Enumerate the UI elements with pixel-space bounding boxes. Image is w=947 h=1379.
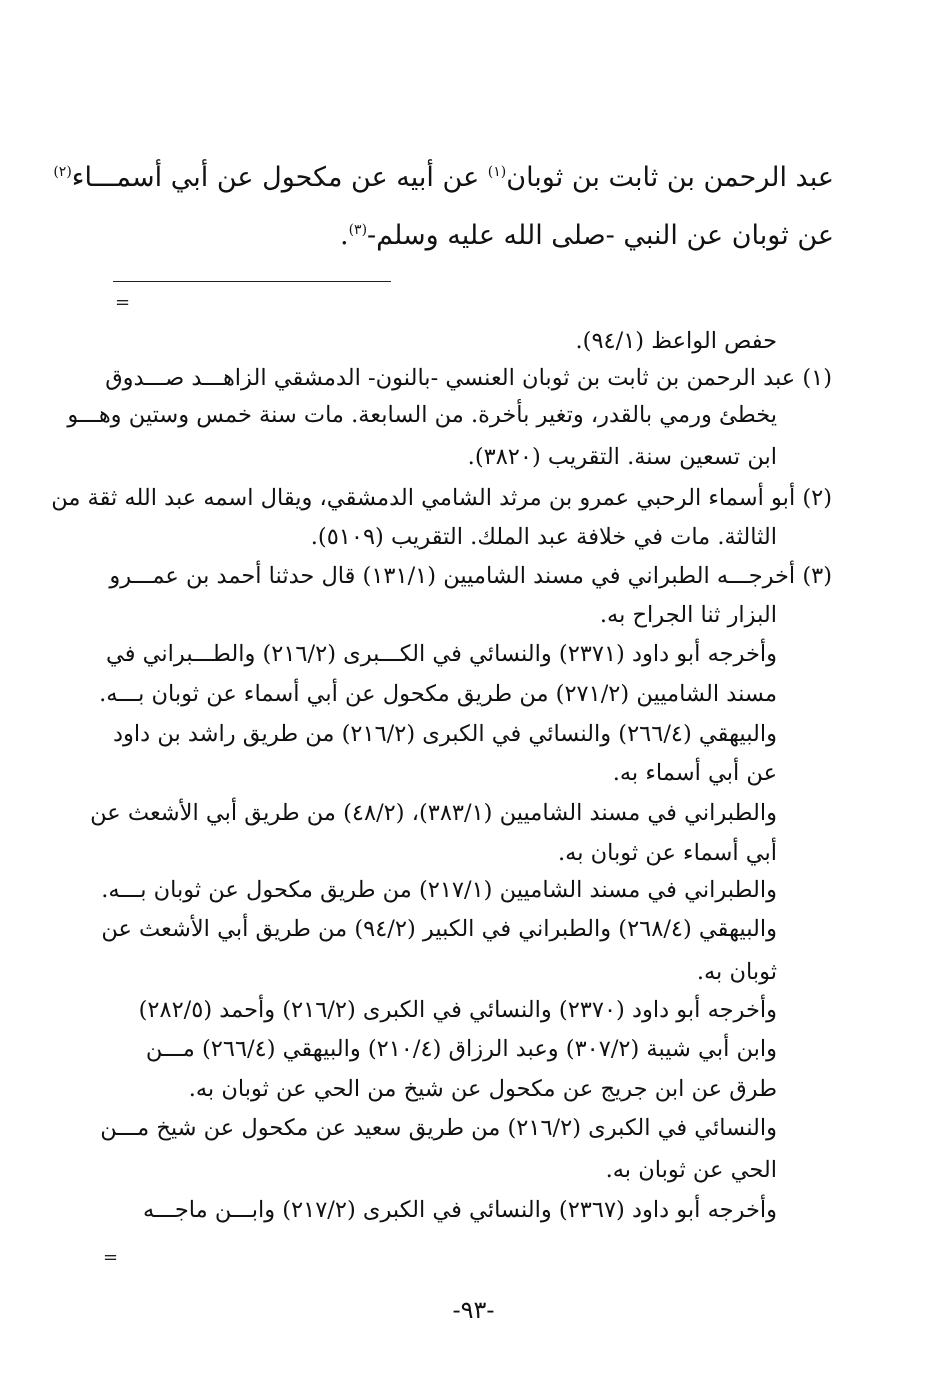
footnote-line: يخطئ ورمي بالقدر، وتغير بأخرة. من السابعة. مات سنة خمس وستين وهـــو	[67, 402, 777, 428]
footnote-line: (٢) أبو أسماء الرحبي عمرو بن مرثد الشامي الدمشقي، ويقال اسمه عبد الله ثقة من	[51, 485, 832, 511]
footnote-line: أبي أسماء عن ثوبان به.	[558, 840, 777, 866]
footnote-line: البزار ثنا الجراح به.	[599, 602, 777, 628]
footnote-line: حفص الواعظ (٩٤/١).	[575, 328, 777, 354]
footnote-line: طرق عن ابن جريج عن مكحول عن شيخ من الحي عن ثوبان به.	[188, 1076, 777, 1102]
footnote-line: والنسائي في الكبرى (٢١٦/٢) من طريق سعيد عن مكحول عن شيخ مـــن	[100, 1115, 777, 1141]
footnote-line: والطبراني في مسند الشاميين (٣٨٣/١)، (٤٨/٢) من طريق أبي الأشعث عن	[90, 800, 777, 826]
footnote-line: عن أبي أسماء به.	[612, 760, 777, 786]
footnote-line: الثالثة. مات في خلافة عبد الملك. التقريب (٥١٠٩).	[310, 524, 777, 550]
main-text-segment: عن ثوبان عن النبي -صلى الله عليه وسلم-	[367, 220, 834, 251]
footnote-line: ابن تسعين سنة. التقريب (٣٨٢٠).	[467, 444, 777, 470]
footnote-line: (٣) أخرجـــه الطبراني في مسند الشاميين (١٣١/١) قال حدثنا أحمد بن عمـــرو	[109, 563, 832, 589]
main-text-segment: .	[339, 220, 349, 251]
footnote-line: (١) عبد الرحمن بن ثابت بن ثوبان العنسي -بالنون- الدمشقي الزاهـــد صـــدوق	[105, 365, 832, 391]
continuation-mark-bottom: =	[103, 1247, 119, 1268]
main-text-segment: عن أبيه عن مكحول عن أبي أسمـــاء	[71, 162, 488, 193]
footnote-ref-2[interactable]: (٢)	[53, 164, 72, 180]
footnote-line: ثوبان به.	[696, 959, 777, 985]
main-text-line-1	[53, 162, 834, 193]
footnote-ref-3[interactable]: (٣)	[348, 222, 368, 238]
footnote-line: والبيهقي (٢٦٦/٤) والنسائي في الكبرى (٢١٦/٢) من طريق راشد بن داود	[113, 721, 777, 747]
continuation-mark-top: =	[115, 292, 131, 313]
main-text-segment: عبد الرحمن بن ثابت بن ثوبان	[506, 162, 834, 193]
footnote-line: مسند الشاميين (٢٧١/٢) من طريق مكحول عن أبي أسماء عن ثوبان بـــه.	[99, 681, 777, 707]
main-text-line-2	[112, 220, 834, 251]
footnote-line: وأخرجه أبو داود (٢٣٧١) والنسائي في الكـــبرى (٢١٦/٢) والطـــبراني في	[105, 641, 777, 667]
footnote-ref-1[interactable]: (١)	[487, 164, 507, 180]
footnote-line: وأخرجه أبو داود (٢٣٦٧) والنسائي في الكبرى (٢١٧/٢) وابـــن ماجـــه	[143, 1197, 777, 1223]
footnote-separator	[113, 281, 391, 282]
footnote-line: وابن أبي شيبة (٣٠٧/٢) وعبد الرزاق (٢١٠/٤) والبيهقي (٢٦٦/٤) مـــن	[145, 1036, 777, 1062]
footnote-line: والطبراني في مسند الشاميين (٢١٧/١) من طريق مكحول عن ثوبان بـــه.	[101, 877, 777, 903]
footnote-line: الحي عن ثوبان به.	[605, 1157, 777, 1183]
footnote-line: والبيهقي (٢٦٨/٤) والطبراني في الكبير (٩٤/٢) من طريق أبي الأشعث عن	[101, 916, 777, 942]
footnote-line: وأخرجه أبو داود (٢٣٧٠) والنسائي في الكبرى (٢١٦/٢) وأحمد (٢٨٢/٥)	[138, 997, 777, 1023]
page-number: -٩٣-	[452, 1296, 495, 1324]
